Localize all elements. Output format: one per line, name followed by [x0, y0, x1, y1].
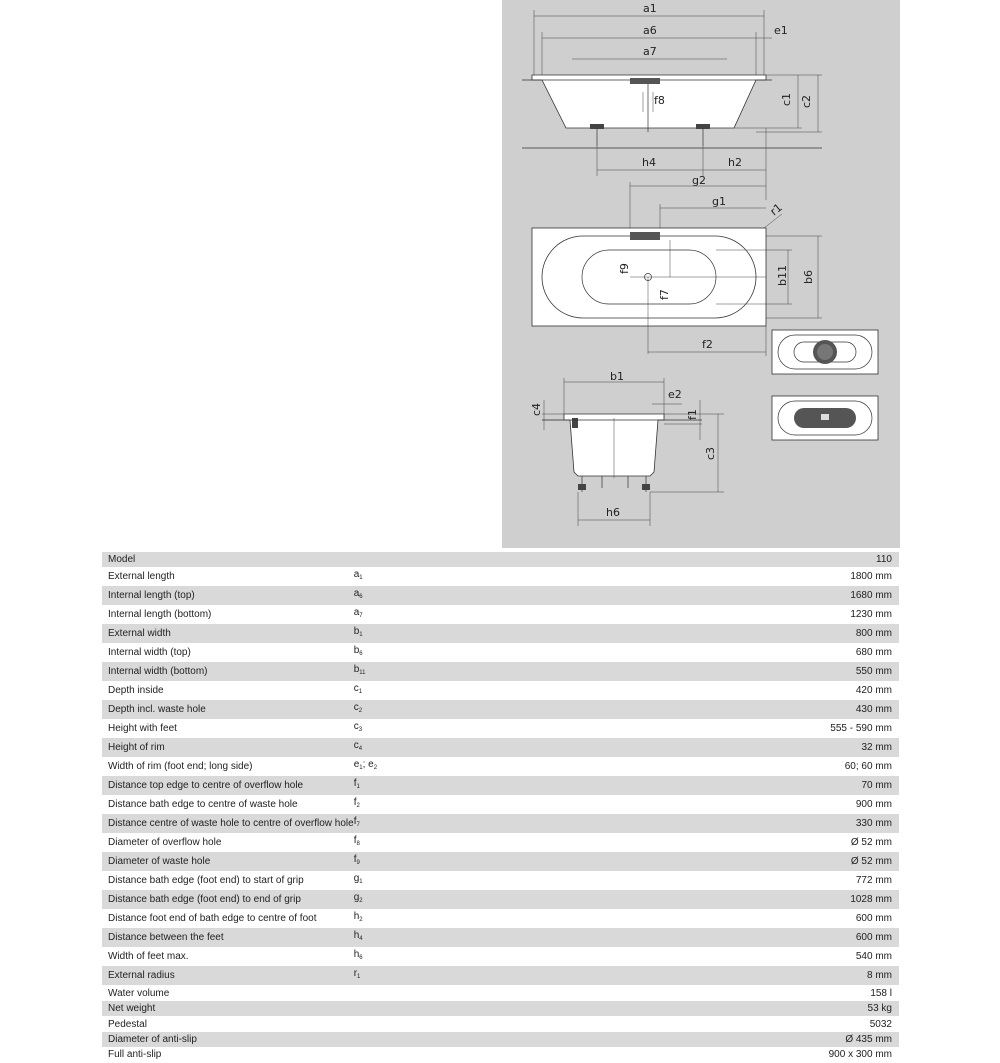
symbol-letter: c	[353, 721, 359, 733]
symbol-letter: r	[353, 968, 358, 980]
spec-symbol	[354, 871, 504, 890]
table-row	[102, 681, 899, 700]
spec-label: Internal length (bottom)	[102, 605, 354, 624]
spec-value: 900 x 300 mm	[504, 1047, 899, 1062]
symbol-subscript: 8	[356, 841, 360, 848]
spec-value: 1680 mm	[504, 586, 899, 605]
symbol-subscript: 2	[358, 708, 363, 715]
symbol-letter: h	[353, 911, 360, 923]
spec-value: 430 mm	[504, 700, 899, 719]
spec-value: 900 mm	[504, 795, 899, 814]
spec-label: External radius	[102, 966, 354, 985]
label-c1: c1	[780, 92, 793, 106]
label-g1: g1	[712, 195, 726, 208]
spec-symbol	[354, 966, 504, 985]
label-g2: g2	[692, 174, 706, 187]
label-h6: h6	[606, 506, 620, 519]
table-row	[102, 719, 899, 738]
spec-table	[102, 552, 899, 1063]
spec-label: Net weight	[102, 1001, 354, 1016]
spec-value: 158 l	[504, 985, 899, 1000]
spec-label: Distance centre of waste hole to centre of overflow hole	[102, 814, 354, 833]
symbol-letter: c	[353, 740, 359, 752]
label-f7: f7	[658, 289, 671, 300]
spec-value: Ø 52 mm	[504, 852, 899, 871]
spec-value: 540 mm	[504, 947, 899, 966]
label-f8: f8	[654, 94, 665, 107]
table-row	[102, 700, 899, 719]
symbol-letter: b	[353, 645, 360, 657]
table-row	[102, 1001, 899, 1016]
spec-label: Distance bath edge (foot end) to end of grip	[102, 890, 354, 909]
symbol-letter: h	[353, 930, 360, 942]
symbol-subscript: 7	[359, 613, 363, 620]
label-f2: f2	[702, 338, 713, 351]
label-a1: a1	[643, 2, 657, 15]
spec-symbol	[354, 1016, 504, 1031]
table-row	[102, 643, 899, 662]
label-f9: f9	[618, 263, 631, 274]
label-h2: h2	[728, 156, 742, 169]
spec-symbol	[354, 814, 504, 833]
symbol-letter: b	[353, 664, 360, 676]
spec-symbol	[354, 909, 504, 928]
table-row	[102, 567, 899, 586]
table-row	[102, 605, 899, 624]
spec-label: Pedestal	[102, 1016, 354, 1031]
spec-label: Height with feet	[102, 719, 354, 738]
spec-symbol	[354, 643, 504, 662]
table-row	[102, 814, 899, 833]
label-b1: b1	[610, 370, 624, 383]
spec-value: 680 mm	[504, 643, 899, 662]
label-b11: b11	[776, 265, 789, 286]
symbol-letter: f	[353, 816, 357, 828]
anti-slip-round-preview	[772, 330, 878, 374]
symbol-subscript: 9	[356, 860, 360, 867]
spec-value: 60; 60 mm	[504, 757, 899, 776]
label-c4: c4	[530, 402, 543, 416]
spec-label: Depth incl. waste hole	[102, 700, 354, 719]
label-h4: h4	[642, 156, 656, 169]
spec-symbol	[354, 1047, 504, 1062]
symbol-subscript: 2	[359, 898, 363, 905]
label-a6: a6	[643, 24, 657, 37]
table-row	[102, 662, 899, 681]
symbol-letter: h	[353, 949, 360, 961]
spec-label: Diameter of waste hole	[102, 852, 354, 871]
label-e2: e2	[668, 388, 682, 401]
spec-symbol	[354, 567, 504, 586]
table-row	[102, 852, 899, 871]
spec-value: 420 mm	[504, 681, 899, 700]
spec-label: Distance between the feet	[102, 928, 354, 947]
symbol-subscript: 1	[357, 974, 361, 981]
symbol-subscript: 3	[358, 727, 363, 734]
technical-drawing	[502, 0, 900, 548]
spec-symbol	[354, 928, 504, 947]
spec-label: External length	[102, 567, 354, 586]
symbol-subscript: 11	[359, 670, 366, 677]
spec-symbol	[354, 795, 504, 814]
spec-symbol	[354, 700, 504, 719]
spec-symbol	[354, 719, 504, 738]
spec-label: Diameter of overflow hole	[102, 833, 354, 852]
table-row	[102, 795, 899, 814]
symbol-letter: e	[353, 759, 360, 771]
table-row	[102, 757, 899, 776]
symbol-letter: a	[353, 607, 360, 619]
side-view	[522, 2, 822, 200]
symbol-subscript: 1	[359, 765, 363, 772]
spec-symbol	[354, 947, 504, 966]
symbol-letter: a	[353, 569, 360, 581]
table-row	[102, 947, 899, 966]
table-row	[102, 552, 899, 567]
spec-value: 1028 mm	[504, 890, 899, 909]
table-row	[102, 966, 899, 985]
spec-label: External width	[102, 624, 354, 643]
anti-slip-full-preview	[772, 396, 878, 440]
spec-label: Distance top edge to centre of overflow hole	[102, 776, 354, 795]
spec-label: Distance bath edge (foot end) to start of grip	[102, 871, 354, 890]
table-row	[102, 871, 899, 890]
label-b6: b6	[802, 270, 815, 284]
label-a7: a7	[643, 45, 657, 58]
spec-value: 110	[504, 552, 899, 567]
spec-symbol	[354, 985, 504, 1000]
symbol-subscript: 1	[359, 575, 363, 582]
symbol-letter: b	[353, 626, 360, 638]
symbol-letter: f	[353, 797, 357, 809]
spec-label: Diameter of anti-slip	[102, 1032, 354, 1047]
symbol-letter: f	[353, 854, 357, 866]
spec-value: 772 mm	[504, 871, 899, 890]
spec-label: Water volume	[102, 985, 354, 1000]
spec-value: 5032	[504, 1016, 899, 1031]
spec-table-body	[102, 552, 899, 1063]
spec-value: Ø 435 mm	[504, 1032, 899, 1047]
spec-symbol	[354, 890, 504, 909]
spec-value: 8 mm	[504, 966, 899, 985]
spec-label: Model	[102, 552, 354, 567]
label-c3: c3	[704, 446, 717, 460]
table-row	[102, 586, 899, 605]
spec-value: 32 mm	[504, 738, 899, 757]
table-row	[102, 985, 899, 1000]
spec-symbol	[354, 852, 504, 871]
table-row	[102, 890, 899, 909]
symbol-subscript: 6	[359, 955, 363, 962]
symbol-subscript: 7	[356, 822, 360, 829]
spec-symbol	[354, 681, 504, 700]
spec-label: Height of rim	[102, 738, 354, 757]
symbol-letter: c	[353, 702, 359, 714]
table-row	[102, 833, 899, 852]
spec-symbol	[354, 738, 504, 757]
table-row	[102, 1047, 899, 1062]
spec-symbol	[354, 662, 504, 681]
spec-value: 1230 mm	[504, 605, 899, 624]
symbol-subscript: 1	[356, 784, 360, 791]
symbol-subscript: 4	[358, 746, 363, 753]
spec-symbol	[354, 833, 504, 852]
symbol-subscript: 1	[359, 632, 363, 639]
symbol-letter: g	[353, 873, 360, 885]
symbol-subscript: 6	[359, 651, 363, 658]
symbol-subscript: 2	[356, 803, 360, 810]
spec-value: 555 - 590 mm	[504, 719, 899, 738]
label-c2: c2	[800, 94, 813, 108]
spec-value: 1800 mm	[504, 567, 899, 586]
spec-label: Internal width (top)	[102, 643, 354, 662]
spec-symbol	[354, 605, 504, 624]
technical-drawing-panel	[502, 0, 900, 548]
symbol-subscript: 1	[358, 689, 363, 696]
spec-value: 330 mm	[504, 814, 899, 833]
spec-label: Distance bath edge to centre of waste hole	[102, 795, 354, 814]
spec-value: 600 mm	[504, 909, 899, 928]
spec-value: 53 kg	[504, 1001, 899, 1016]
table-row	[102, 624, 899, 643]
spec-symbol	[354, 776, 504, 795]
spec-symbol	[354, 552, 504, 567]
table-row	[102, 928, 899, 947]
table-row	[102, 738, 899, 757]
spec-symbol	[354, 1032, 504, 1047]
spec-value: 550 mm	[504, 662, 899, 681]
label-r1: r1	[767, 200, 785, 219]
spec-symbol	[354, 624, 504, 643]
end-view	[530, 370, 724, 526]
symbol-letter: g	[353, 892, 360, 904]
label-e1: e1	[774, 24, 788, 37]
symbol-letter: ; e	[362, 759, 374, 771]
spec-label: Depth inside	[102, 681, 354, 700]
table-row	[102, 1032, 899, 1047]
spec-value: 800 mm	[504, 624, 899, 643]
symbol-letter: f	[353, 835, 357, 847]
top-view	[532, 174, 822, 356]
spec-label: Full anti-slip	[102, 1047, 354, 1062]
spec-label: Distance foot end of bath edge to centre of foot	[102, 909, 354, 928]
spec-label: Internal width (bottom)	[102, 662, 354, 681]
spec-value: Ø 52 mm	[504, 833, 899, 852]
symbol-subscript: 6	[359, 594, 363, 601]
symbol-letter: a	[353, 588, 360, 600]
symbol-letter: f	[353, 778, 357, 790]
spec-symbol	[354, 757, 504, 776]
spec-value: 600 mm	[504, 928, 899, 947]
label-f1: f1	[686, 409, 699, 420]
table-row	[102, 776, 899, 795]
spec-symbol	[354, 1001, 504, 1016]
spec-label: Width of rim (foot end; long side)	[102, 757, 354, 776]
symbol-letter: c	[353, 683, 359, 695]
spec-value: 70 mm	[504, 776, 899, 795]
symbol-subscript: 2	[359, 917, 363, 924]
symbol-subscript: 2	[373, 765, 378, 772]
symbol-subscript: 4	[359, 936, 363, 943]
table-row	[102, 1016, 899, 1031]
spec-label: Internal length (top)	[102, 586, 354, 605]
table-row	[102, 909, 899, 928]
spec-label: Width of feet max.	[102, 947, 354, 966]
symbol-subscript: 1	[359, 879, 363, 886]
spec-symbol	[354, 586, 504, 605]
